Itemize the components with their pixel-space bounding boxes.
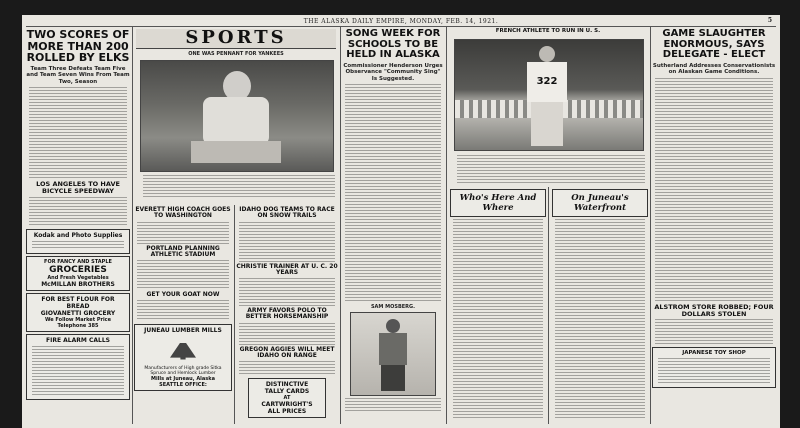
groceries-ad (26, 256, 130, 291)
body-text (655, 78, 773, 302)
masthead (22, 18, 780, 26)
body-text (555, 219, 645, 419)
athlete-photo-block (450, 29, 646, 35)
column-3 (236, 205, 338, 424)
toy-shop-ad (652, 347, 776, 388)
masthead-title: THE ALASKA DAILY EMPIRE, MONDAY, FEB. 14, 1921. (303, 18, 499, 25)
column-5 (450, 187, 546, 424)
flour-ad-name: GIOVANETTI GROCERY (40, 310, 116, 318)
column-6 (552, 187, 648, 424)
tally-ad-line1: DISTINCTIVE (265, 381, 309, 389)
tally-cards-ad (248, 378, 326, 418)
ad-text (32, 241, 124, 250)
waterfront-title: On Juneau's Waterfront (571, 193, 629, 213)
army-polo-headline: ARMY FAVORS POLO TO BETTER HORSEMANSHIP (245, 307, 329, 321)
groceries-ad-name: McMILLAN BROTHERS (41, 281, 115, 289)
groceries-ad-line2: And Fresh Vegetables (47, 275, 109, 282)
elks-headline: TWO SCORES OF MORE THAN 200 ROLLED BY ELKS (26, 28, 130, 65)
flour-ad (26, 293, 130, 332)
flour-ad-line1: FOR BEST FLOUR FOR (41, 296, 115, 304)
lumber-ad-title: JUNEAU LUMBER MILLS (144, 327, 222, 335)
tally-ad-line5: ALL PRICES (267, 408, 307, 416)
newspaper-page (22, 15, 780, 428)
flour-ad-line3: We Follow Market Price (44, 317, 112, 324)
column-7 (652, 27, 776, 424)
athlete-photo (454, 39, 644, 151)
groceries-ad-title: GROCERIES (49, 265, 107, 276)
body-text (29, 197, 127, 227)
fire-alarm-list (32, 346, 124, 396)
everett-headline: EVERETT HIGH COACH GOES TO WASHINGTON (135, 206, 231, 220)
tree-icon (170, 338, 196, 362)
fire-alarm-title: FIRE ALARM CALLS (46, 337, 110, 345)
photo-caption-text (457, 155, 645, 183)
lumber-ad-office: SEATTLE OFFICE: (159, 382, 207, 389)
column-2 (134, 205, 232, 424)
alstrom-headline: ALSTROM STORE ROBBED; FOUR DOLLARS STOLEN (654, 302, 774, 318)
aggies-headline: GREGON AGGIES WILL MEET IDAHO ON RANGE (239, 345, 335, 360)
song-week-headline: SONG WEEK FOR SCHOOLS TO BE HELD IN ALASKA (345, 28, 441, 60)
body-text (137, 260, 229, 290)
boxer-photo (350, 312, 436, 396)
column-1 (26, 27, 130, 424)
lumber-ad (134, 324, 232, 391)
kodak-ad (26, 229, 130, 254)
whos-here-box (450, 189, 546, 217)
athlete-bib-number: 322 (536, 76, 558, 87)
sports-banner (136, 29, 336, 59)
ad-text (658, 358, 770, 384)
toy-shop-title: JAPANESE TOY SHOP (682, 350, 746, 357)
song-week-subhead: Commissioner Henderson Urges Observance "Community Sing" Is Suggested. (343, 62, 443, 82)
body-text (239, 222, 335, 262)
groceries-ad-line1: FOR FANCY AND STAPLE (44, 259, 112, 266)
christie-headline: CHRISTIE TRAINER AT U. C. 20 YEARS (236, 262, 338, 276)
column-rule (548, 187, 549, 424)
tally-ad-line2: TALLY CARDS (264, 388, 310, 396)
body-text (29, 87, 127, 179)
whos-here-title: Who's Here And Where (459, 193, 537, 213)
photo-caption-text (143, 175, 335, 197)
body-text (655, 319, 773, 345)
column-rule (340, 27, 341, 424)
mosberg-caption: SAM MOSBERG. (370, 304, 416, 311)
body-text (345, 84, 441, 302)
page-number: 5 (767, 17, 772, 24)
column-rule (132, 27, 133, 424)
baseball-player-photo (140, 60, 334, 172)
waterfront-box (552, 189, 648, 217)
sports-banner-title: SPORTS (136, 29, 336, 49)
body-text (239, 323, 335, 345)
column-rule (446, 27, 447, 424)
elks-subhead: Team Three Defeats Team Five and Team Seven Wins From Team Two, Season (26, 65, 130, 85)
kodak-ad-title: Kodak and Photo Supplies (33, 232, 123, 240)
column-rule (650, 27, 651, 424)
portland-headline: PORTLAND PLANNING ATHLETIC STADIUM (146, 244, 220, 258)
body-text (137, 222, 229, 244)
body-text (453, 219, 543, 419)
lumber-ad-sub: Manufacturers of High grade Sitka Spruce and Hemlock Lumber (144, 366, 222, 377)
tally-ad-line4: CARTWRIGHT'S (261, 401, 313, 409)
athlete-photo-title: FRENCH ATHLETE TO RUN IN U. S. (495, 28, 601, 34)
flour-ad-line2: BREAD (66, 303, 90, 311)
speedway-headline: LOS ANGELES TO HAVE BICYCLE SPEEDWAY (36, 180, 120, 196)
game-slaughter-headline: GAME SLAUGHTER ENORMOUS, SAYS DELEGATE - ELECT (662, 28, 766, 60)
idaho-dog-headline: IDAHO DOG TEAMS TO RACE ON SNOW TRAILS (239, 206, 335, 220)
body-text (239, 361, 335, 375)
body-text (137, 300, 229, 320)
lumber-ad-mills: Mills at Juneau, Alaska (151, 376, 215, 383)
sports-banner-sub: ONE WAS PENNANT FOR YANKEES (188, 50, 284, 57)
fire-alarm-box (26, 334, 130, 400)
body-text (239, 278, 335, 306)
photo-caption-text (345, 398, 441, 412)
goat-headline: GET YOUR GOAT NOW (146, 291, 220, 299)
game-slaughter-subhead: Sutherland Addresses Conservationists on Alaskan Game Conditions. (652, 62, 776, 76)
flour-ad-phone: Telephone 385 (57, 323, 99, 330)
column-rule (234, 205, 235, 424)
tally-ad-line3: AT (283, 395, 291, 402)
column-4 (342, 27, 444, 424)
